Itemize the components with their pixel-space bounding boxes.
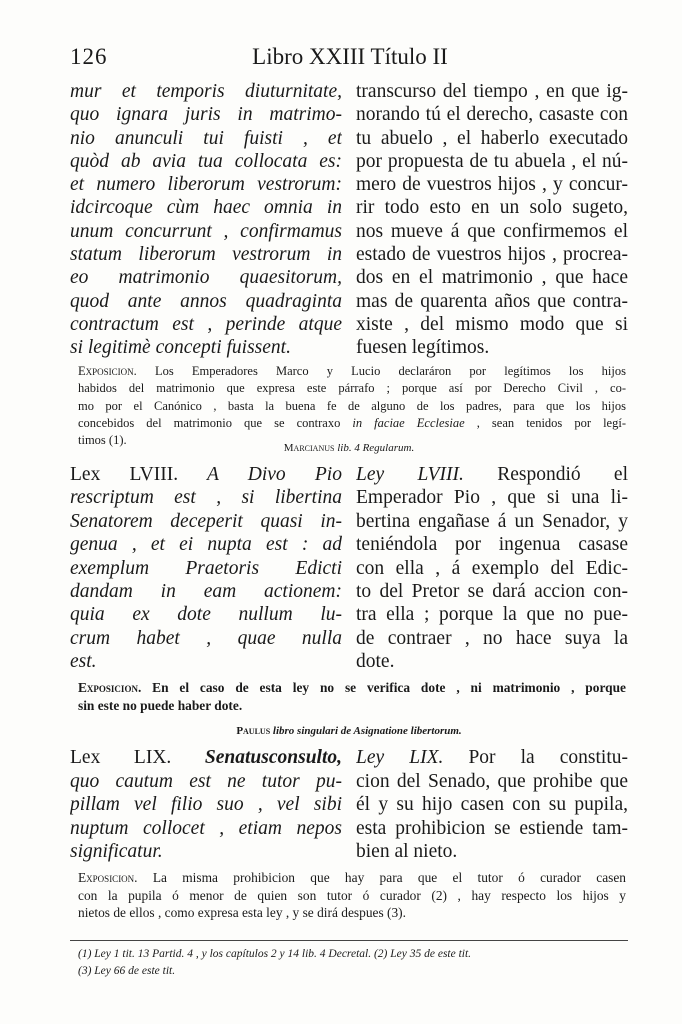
- source-work: lib. 4 Regularum.: [337, 442, 415, 454]
- text-line: nio anunculi tui fuisti , et: [70, 127, 342, 149]
- text-line: xiste , del mismo modo que si: [356, 313, 628, 335]
- exposition-2: [78, 679, 626, 714]
- text-line: quòd ab avia tua collocata es:: [70, 150, 342, 172]
- text-line: et numero liberorum vestrorum:: [70, 174, 342, 196]
- text-line: rir todo esto en un solo sugeto,: [356, 197, 628, 219]
- ley-label: Ley LVIII.: [356, 464, 464, 485]
- text-line: [356, 746, 628, 770]
- text-line: dandam in eam actionem:: [70, 581, 342, 603]
- exposition-line: habidos del matrimonio que expresa este párrafo ; porque así por Derecho Civil , co-: [78, 381, 626, 396]
- exposition-line: con la pupila ó menor de quien son tutor ó curador (2) , hay respecto los hijos y: [78, 887, 626, 903]
- text-line: nuptum collocet , etiam nepos: [70, 817, 342, 839]
- latin-column-3: [70, 746, 342, 864]
- exposition-text: La misma prohibicion que hay para que el tutor ó curador casen: [137, 870, 626, 885]
- text-line: quod ante annos quadraginta: [70, 290, 342, 312]
- text-line: mero de vuestros hijos , y concur-: [356, 174, 628, 196]
- page-number: 126: [70, 44, 108, 69]
- text-line: tra ella ; porque la que no pue-: [356, 604, 628, 626]
- text-line: por propuesta de tu abuela , el nú-: [356, 150, 628, 172]
- lex-label: Lex LIX.: [70, 747, 172, 768]
- text-line: él y su hijo casen con su pupila,: [356, 794, 628, 815]
- text-line: norando tú el derecho, casaste con: [356, 104, 628, 126]
- text-line: crum habet , quae nulla: [70, 627, 342, 649]
- text-line: significatur.: [70, 841, 163, 862]
- text-line: quo ignara juris in matrimo-: [70, 104, 342, 126]
- exposition-3: [78, 869, 626, 922]
- footnote-divider: [70, 940, 628, 941]
- ley-label: Ley LIX.: [356, 747, 444, 768]
- exposition-italic: in faciae Ecclesiae: [352, 415, 465, 430]
- source-work: libro singulari de Asignatione libertorum.: [272, 725, 462, 737]
- text-line: unum concurrunt , confirmamus: [70, 220, 342, 242]
- text-fragment: A Divo Pio: [178, 464, 342, 485]
- footnote-line: (3) Ley 66 de este tit.: [78, 965, 176, 977]
- exposition-label: Exposicion.: [78, 870, 138, 885]
- text-line: si legitimè concepti fuissent.: [70, 337, 291, 359]
- text-line: tu abuelo , el haberlo executado: [356, 127, 628, 149]
- text-line: pillam vel filio suo , vel sibi: [70, 794, 342, 815]
- text-line: eo matrimonio quaesitorum,: [70, 267, 342, 289]
- section-1: [70, 80, 628, 360]
- footnotes: [78, 946, 626, 980]
- text-line: Senatorem deceperit quasi in-: [70, 510, 342, 532]
- text-line: de contraer , no hace suya la: [356, 627, 628, 649]
- source-author: Marcianus: [283, 442, 335, 454]
- footnote-line: (1) Ley 1 tit. 13 Partid. 4 , y los capítulos 2 y 14 lib. 4 Decretal. (2) Ley 35 de este tit.: [78, 948, 472, 960]
- text-line: teniéndola por ingenua casase: [356, 534, 628, 556]
- text-line: transcurso del tiempo , en que ig-: [356, 81, 628, 102]
- exposition-label: Exposicion.: [78, 364, 137, 378]
- source-citation-2: [70, 725, 628, 737]
- text-line: [70, 463, 342, 486]
- section-2: [70, 463, 628, 674]
- spanish-column-1: [356, 80, 628, 360]
- source-citation-1: [70, 442, 628, 454]
- page-header: [70, 44, 630, 74]
- text-line: mur et temporis diuturnitate,: [70, 81, 342, 102]
- text-fragment: Senatusconsulto,: [171, 747, 342, 768]
- text-line: dote.: [356, 651, 395, 673]
- text-line: est.: [70, 651, 97, 673]
- text-line: bien al nieto.: [356, 841, 458, 862]
- text-line: to del Pretor se dará accion con-: [356, 581, 628, 603]
- exposition-line: nietos de ellos , como expresa esta ley , y se dirá despues (3).: [78, 905, 406, 920]
- spanish-column-2: [356, 463, 628, 674]
- text-line: con ella , á exemplo del Edic-: [356, 557, 628, 579]
- exposition-line: mo por el Canónico , basta la buena fe de alguno de los padres, para que los hijos: [78, 398, 626, 413]
- exposition-line: timos (1).: [78, 433, 127, 448]
- exposition-line: [78, 363, 626, 380]
- text-line: genua , et ei nupta est : ad: [70, 534, 342, 556]
- text-line: estado de vuestros hijos , procrea-: [356, 244, 628, 266]
- text-line: statum liberorum vestrorum in: [70, 244, 342, 266]
- text-fragment: Respondió el: [463, 464, 628, 485]
- text-line: fuesen legítimos.: [356, 337, 490, 359]
- exposition-text: Los Emperadores Marco y Lucio declaráron por legítimos los hijos: [136, 364, 626, 378]
- text-line: mas de quarenta años que contra-: [356, 290, 628, 312]
- text-fragment: Por la constitu-: [443, 747, 628, 768]
- exposition-text: , sean tenidos por legí-: [464, 415, 626, 430]
- text-line: [356, 463, 628, 486]
- exposition-1: [78, 363, 626, 449]
- exposition-text: En el caso de esta ley no se verifica dote , ni matrimonio , porque: [141, 680, 626, 695]
- lex-label: Lex LVIII.: [70, 464, 179, 485]
- text-line: nos mueve á que confirmemos el: [356, 220, 628, 242]
- text-line: Emperador Pio , que si una li-: [356, 487, 628, 509]
- text-line: [70, 746, 342, 770]
- section-3: [70, 746, 628, 864]
- exposition-line: sin este no puede haber dote.: [78, 697, 243, 713]
- text-line: quo cautum est ne tutor pu-: [70, 770, 342, 792]
- exposition-text: concebidos del matrimonio que se contraxo: [78, 415, 353, 430]
- text-line: quia ex dote nullum lu-: [70, 604, 342, 626]
- text-line: contractum est , perinde atque: [70, 313, 342, 335]
- text-line: dos en el matrimonio , que hace: [356, 267, 628, 289]
- spanish-column-3: [356, 746, 628, 864]
- running-title: Libro XXIII Título II: [252, 44, 448, 69]
- latin-column-2: [70, 463, 342, 674]
- exposition-line: [78, 869, 626, 887]
- text-line: rescriptum est , si libertina: [70, 487, 342, 509]
- text-line: esta prohibicion se estiende tam-: [356, 817, 628, 839]
- exposition-line: [78, 679, 626, 697]
- source-author: Paulus: [236, 725, 271, 737]
- text-line: exemplum Praetoris Edicti: [70, 557, 342, 579]
- exposition-label: Exposicion.: [78, 680, 142, 695]
- latin-column-1: [70, 80, 342, 360]
- text-line: idcircoque cùm haec omnia in: [70, 197, 342, 219]
- text-line: bertina engañase á un Senador, y: [356, 510, 628, 532]
- exposition-line: [78, 415, 626, 432]
- text-line: cion del Senado, que prohibe que: [356, 770, 628, 792]
